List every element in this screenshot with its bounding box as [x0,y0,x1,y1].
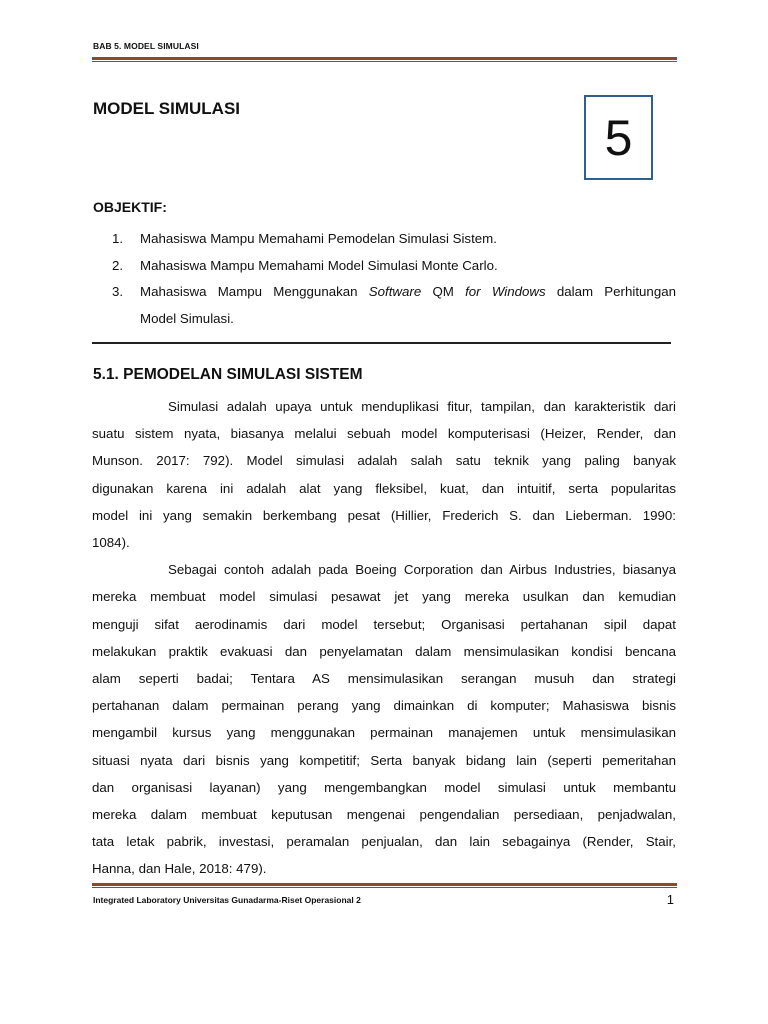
objektif-item [112,253,676,280]
text-line: Munson. 2017: 792). Model simulasi adalah salah satu teknik yang paling banyak [92,453,676,469]
text-line: tata letak pabrik, investasi, peramalan penjualan, dan lain sebagainya (Render, Stair, [92,834,676,850]
text-line: mereka membuat model simulasi pesawat jet yang mereka usulkan dan kemudian [92,589,676,605]
footer-rule [92,883,677,888]
text-line: Hanna, dan Hale, 2018: 479). [92,861,267,877]
section-heading: 5.1. PEMODELAN SIMULASI SISTEM [93,366,363,383]
text-line: suatu sistem nyata, biasanya melalui sebuah model komputerisasi (Heizer, Render, dan [92,426,676,442]
text-line: Simulasi adalah upaya untuk menduplikasi fitur, tampilan, dan karakteristik dari [168,399,676,414]
item-number: 2. [112,257,124,273]
italic-run: for Windows [465,284,546,299]
running-footer: Integrated Laboratory Universitas Gunadarma-Riset Operasional 2 [93,895,361,905]
text-run: Mahasiswa Mampu Menggunakan [140,284,369,299]
text-run: QM [421,284,466,299]
text-line: model ini yang semakin berkembang pesat (Hillier, Frederich S. dan Lieberman. 1990: [92,507,676,523]
text-line: dan organisasi layanan) yang mengembangkan model simulasi untuk membantu [92,779,676,795]
running-header: BAB 5. MODEL SIMULASI [93,41,199,51]
chapter-number-box [584,95,653,180]
paragraph [92,393,676,556]
text-line: menguji sifat aerodinamis dari model tersebut; Organisasi pertahanan sipil dapat [92,616,676,632]
objektif-heading: OBJEKTIF: [93,199,167,215]
item-text: Mahasiswa Mampu Memahami Pemodelan Simulasi Sistem. [140,231,497,246]
italic-run: Software [368,284,422,299]
objektif-item [112,226,676,253]
section-divider [92,342,671,344]
text-line: mereka dalam membuat keputusan mengenai pengendalian persediaan, penjadwalan, [92,807,676,823]
item-text-line [140,279,676,306]
text-line: Sebagai contoh adalah pada Boeing Corporation dan Airbus Industries, biasanya [168,562,676,578]
item-number: 1. [112,231,124,246]
paragraph [92,556,676,882]
page-number: 1 [666,892,674,907]
chapter-number: 5 [604,109,633,166]
objektif-item [112,279,676,332]
text-line: pertahanan dalam permainan perang yang dimainkan di komputer; Mahasiswa bisnis [92,698,676,714]
item-text: Mahasiswa Mampu Memahami Model Simulasi Monte Carlo. [140,257,498,273]
chapter-title: MODEL SIMULASI [93,99,241,118]
text-line: 1084). [92,535,130,551]
text-line: melakukan praktik evakuasi dan penyelamatan dalam mensimulasikan kondisi bencana [92,643,676,659]
header-rule [92,57,677,62]
text-line: digunakan karena ini adalah alat yang fleksibel, kuat, dan intuitif, serta popularitas [92,480,676,496]
item-text-line: Model Simulasi. [140,310,234,326]
text-line: mengambil kursus yang menggunakan permainan manajemen untuk mensimulasikan [92,725,676,741]
text-run: dalam Perhitungan [545,284,676,299]
item-number: 3. [112,284,124,299]
body-text [92,393,676,883]
objektif-list [112,226,676,332]
text-line: alam seperti badai; Tentara AS mensimulasikan serangan musuh dan strategi [92,671,676,687]
text-line: situasi nyata dari bisnis yang kompetitif; Serta banyak bidang lain (seperti pemeritahan [92,752,676,768]
